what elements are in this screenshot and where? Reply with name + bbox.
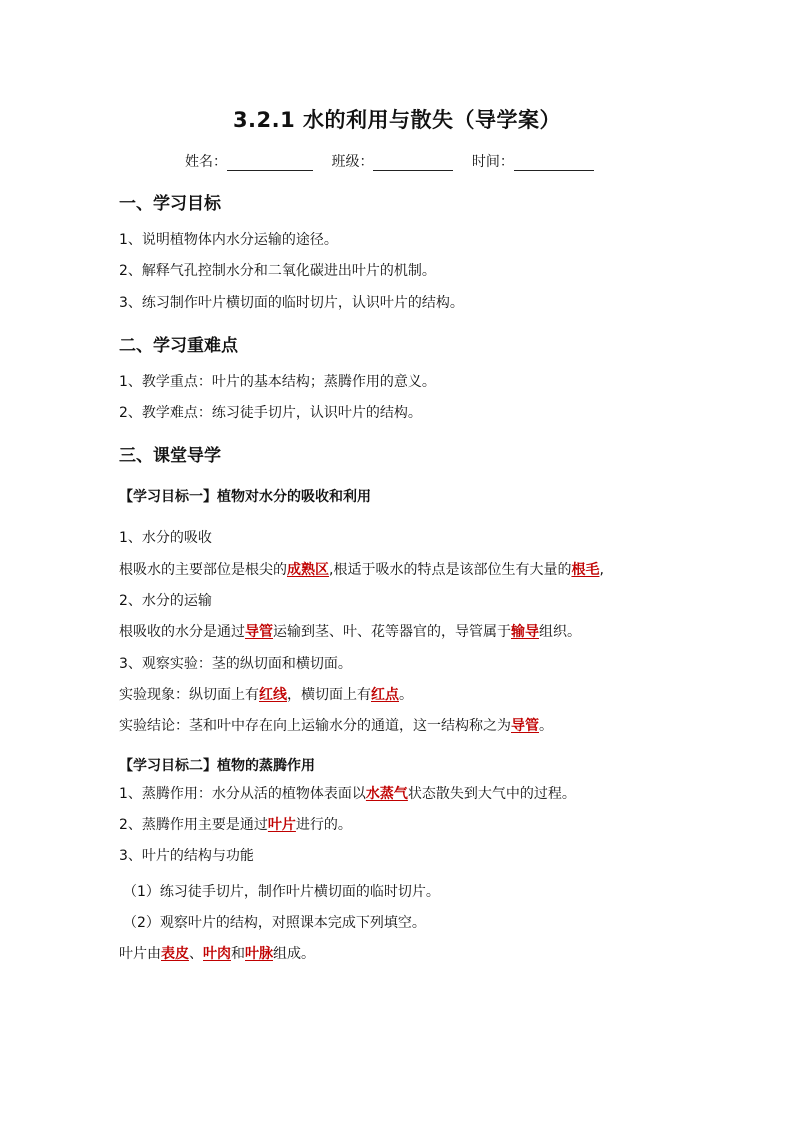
text-segment: 组成。 bbox=[273, 946, 315, 962]
answer-blank[interactable]: 水蒸气 bbox=[365, 786, 408, 802]
text-segment: 进行的。 bbox=[295, 817, 352, 833]
leaf-composition-line bbox=[119, 944, 315, 964]
text-segment: 。 bbox=[539, 718, 553, 734]
water-transport-line bbox=[119, 622, 581, 642]
answer-blank[interactable]: 成熟区 bbox=[287, 562, 329, 578]
page-title: 3.2.1 水的利用与散失（导学案） bbox=[232, 108, 562, 132]
leaf-task-2: （2）观察叶片的结构，对照课本完成下列填空。 bbox=[123, 915, 426, 931]
transpiration-definition-line bbox=[119, 784, 576, 804]
answer-blank[interactable]: 叶片 bbox=[267, 817, 296, 833]
answer-blank[interactable]: 红线 bbox=[259, 687, 287, 703]
text-segment: 。 bbox=[399, 687, 413, 703]
answer-blank[interactable]: 表皮 bbox=[161, 946, 189, 962]
class-blank[interactable] bbox=[373, 156, 453, 171]
objective-item: 3、练习制作叶片横切面的临时切片，认识叶片的结构。 bbox=[119, 295, 464, 311]
answer-blank[interactable]: 导管 bbox=[245, 624, 273, 640]
water-absorption-line bbox=[119, 560, 604, 580]
text-segment: 1、蒸腾作用：水分从活的植物体表面以 bbox=[119, 786, 366, 802]
experiment-conclusion-line bbox=[119, 716, 553, 736]
text-segment: 状态散失到大气中的过程。 bbox=[407, 786, 576, 802]
name-blank[interactable] bbox=[227, 156, 313, 171]
text-segment: 实验结论：茎和叶中存在向上运输水分的通道，这一结构称之为 bbox=[119, 718, 511, 734]
section-heading-key-points: 二、学习重难点 bbox=[119, 336, 238, 356]
text-segment: 运输到茎、叶、花等器官的，导管属于 bbox=[273, 624, 511, 640]
text-segment: 组织。 bbox=[539, 624, 581, 640]
goal-two-title: 【学习目标二】植物的蒸腾作用 bbox=[119, 758, 315, 774]
name-label: 姓名： bbox=[185, 154, 227, 170]
water-transport-title: 2、水分的运输 bbox=[119, 593, 212, 609]
answer-blank[interactable]: 导管 bbox=[511, 718, 539, 734]
text-segment: ，横切面上有 bbox=[287, 687, 371, 703]
text-segment: 叶片由 bbox=[119, 946, 161, 962]
section-heading-class-guide: 三、课堂导学 bbox=[119, 446, 221, 466]
text-segment: 和 bbox=[231, 946, 245, 962]
transpiration-organ-line bbox=[119, 815, 352, 835]
key-point-item: 1、教学重点：叶片的基本结构；蒸腾作用的意义。 bbox=[119, 374, 436, 390]
goal-one-title: 【学习目标一】植物对水分的吸收和利用 bbox=[119, 489, 371, 505]
experiment-phenomenon-line bbox=[119, 685, 413, 705]
answer-blank[interactable]: 根毛 bbox=[571, 562, 600, 578]
student-info-row bbox=[185, 151, 594, 171]
text-segment: 2、蒸腾作用主要是通过 bbox=[119, 817, 268, 833]
text-segment: 、 bbox=[189, 946, 203, 962]
water-absorption-title: 1、水分的吸收 bbox=[119, 530, 212, 546]
answer-blank[interactable]: 叶脉 bbox=[245, 946, 273, 962]
text-segment: 根吸收的水分是通过 bbox=[119, 624, 245, 640]
text-segment: 实验现象：纵切面上有 bbox=[119, 687, 259, 703]
objective-item: 2、解释气孔控制水分和二氧化碳进出叶片的机制。 bbox=[119, 263, 436, 279]
objective-item: 1、说明植物体内水分运输的途径。 bbox=[119, 232, 338, 248]
key-point-item: 2、教学难点：练习徒手切片，认识叶片的结构。 bbox=[119, 405, 422, 421]
text-segment: , bbox=[599, 562, 604, 578]
time-blank[interactable] bbox=[514, 156, 594, 171]
leaf-task-1: （1）练习徒手切片，制作叶片横切面的临时切片。 bbox=[123, 884, 440, 900]
leaf-structure-title: 3、叶片的结构与功能 bbox=[119, 848, 254, 864]
answer-blank[interactable]: 红点 bbox=[371, 687, 399, 703]
class-label: 班级： bbox=[331, 154, 374, 170]
text-segment: ,根适于吸水的特点是该部位生有大量的 bbox=[329, 562, 572, 578]
answer-blank[interactable]: 输导 bbox=[511, 624, 539, 640]
experiment-title: 3、观察实验：茎的纵切面和横切面。 bbox=[119, 656, 352, 672]
time-label: 时间： bbox=[471, 154, 514, 170]
answer-blank[interactable]: 叶肉 bbox=[203, 946, 231, 962]
section-heading-objectives: 一、学习目标 bbox=[119, 194, 221, 214]
text-segment: 根吸水的主要部位是根尖的 bbox=[119, 562, 287, 578]
